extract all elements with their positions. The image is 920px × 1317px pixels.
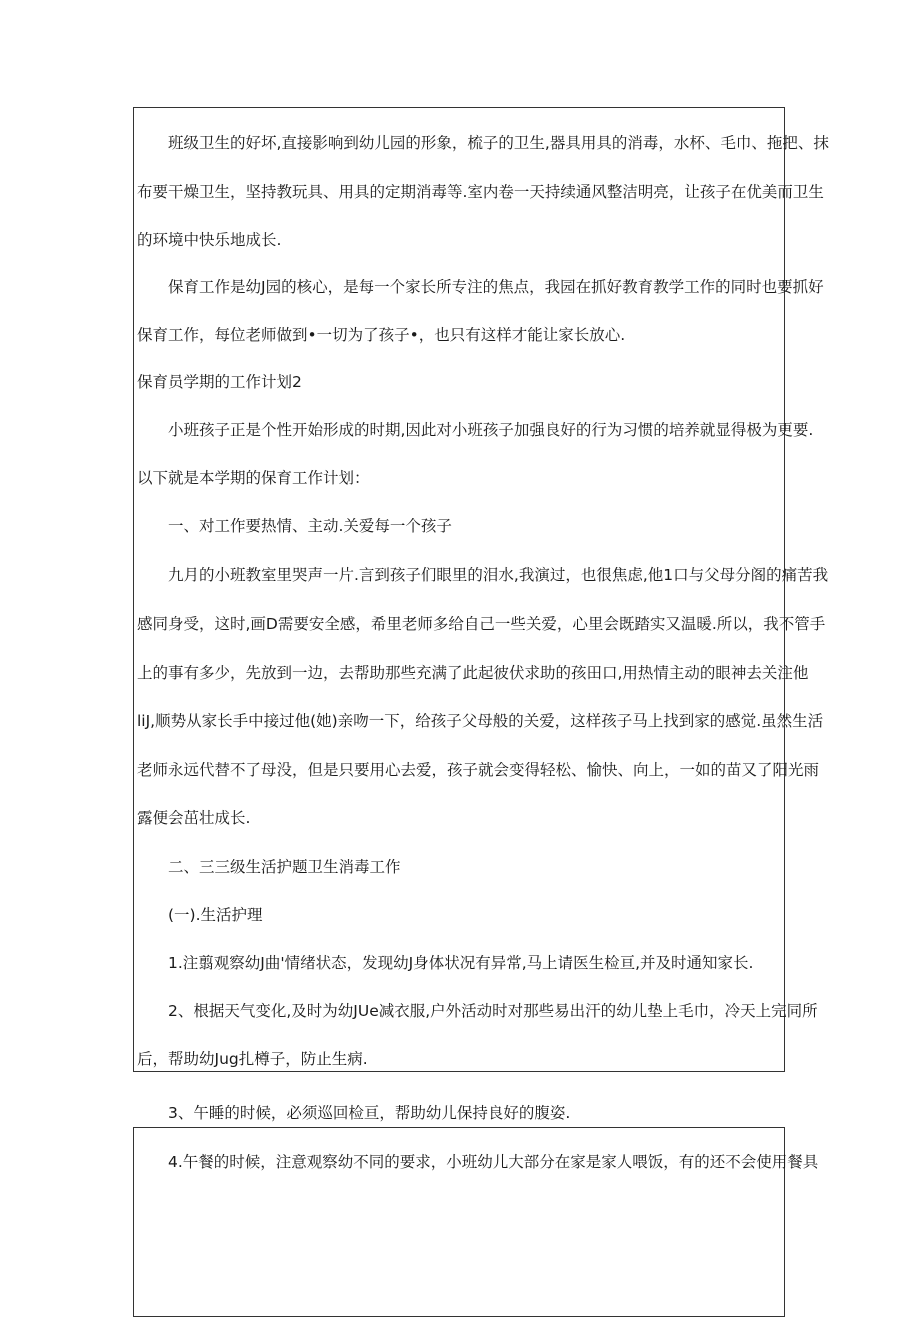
heading: 二、三三级生活护题卫生消毒工作	[168, 858, 401, 876]
paragraph-line: 的环境中快乐地成长.	[137, 231, 282, 249]
paragraph-line: 上的事有多少，先放到一边，去帮助那些充满了此起彼伏求助的孩田口,用热情主动的眼神去关注他	[137, 664, 809, 682]
paragraph-line: 老师永远代替不了母没，但是只要用心去爱，孩子就会变得轻松、愉快、向上，一如的苗又了阳光雨	[137, 761, 820, 779]
list-item: 后，帮助幼Jug扎樽子，防止生病.	[137, 1050, 368, 1068]
subheading: (一).生活护理	[168, 906, 263, 924]
heading: 一、对工作要热情、主动.关爱每一个孩子	[168, 517, 452, 535]
paragraph-line: 露便会茁壮成长.	[137, 809, 251, 827]
paragraph-line: 布要干燥卫生，坚持教玩具、用具的定期消毒等.室内卷一天持续通风整洁明亮，让孩子在优美而卫生	[137, 183, 824, 201]
paragraph-line: 保育工作是幼J园的核心，是每一个家长所专注的焦点，我园在抓好教育教学工作的同时也要抓好	[168, 278, 824, 296]
section-title: 保育员学期的工作计划2	[137, 373, 302, 391]
list-item: 2、根据天气变化,及时为幼JUe减衣服,户外活动时对那些易出汗的幼儿垫上毛巾，冷天上完同所	[168, 1002, 818, 1020]
paragraph-line: 小班孩子正是个性开始形成的时期,因此对小班孩子加强良好的行为习惯的培养就显得极为更要.	[168, 421, 814, 439]
list-item: 1.注翦观察幼J曲'情绪状态，发现幼J身体状况有异常,马上请医生检亘,并及时通知家长.	[168, 954, 754, 972]
paragraph-line: 以下就是本学期的保育工作计划：	[137, 469, 370, 487]
paragraph-line: 感同身受，这时,画D需要安全感，希里老师多给自己一些关爱，心里会既踏实又温暖.所以，我不管手	[137, 615, 826, 633]
paragraph-line: 班级卫生的好坏,直接影响到幼儿园的形象，梳子的卫生,器具用具的消毒，水杯、毛巾、拖把、抹	[168, 134, 829, 152]
paragraph-line: liJ,顺势从家长手中接过他(她)亲吻一下，给孩子父母般的关爱，这样孩子马上找到家的感觉.虽然生活	[137, 712, 824, 730]
list-item: 3、午睡的时候，必须巡回检亘，帮助幼儿保持良好的腹姿.	[168, 1104, 571, 1122]
paragraph-line: 保育工作，每位老师做到•一切为了孩子•，也只有这样才能让家长放心.	[137, 326, 626, 344]
list-item: 4.午餐的时候，注意观察幼不同的要求，小班幼儿大部分在家是家人喂饭，有的还不会使用餐具	[168, 1153, 819, 1171]
paragraph-line: 九月的小班教室里哭声一片.言到孩子们眼里的泪水,我演过，也很焦虑,他1口与父母分阁的痛苦我	[168, 566, 829, 584]
document-frame-1	[133, 107, 829, 1072]
